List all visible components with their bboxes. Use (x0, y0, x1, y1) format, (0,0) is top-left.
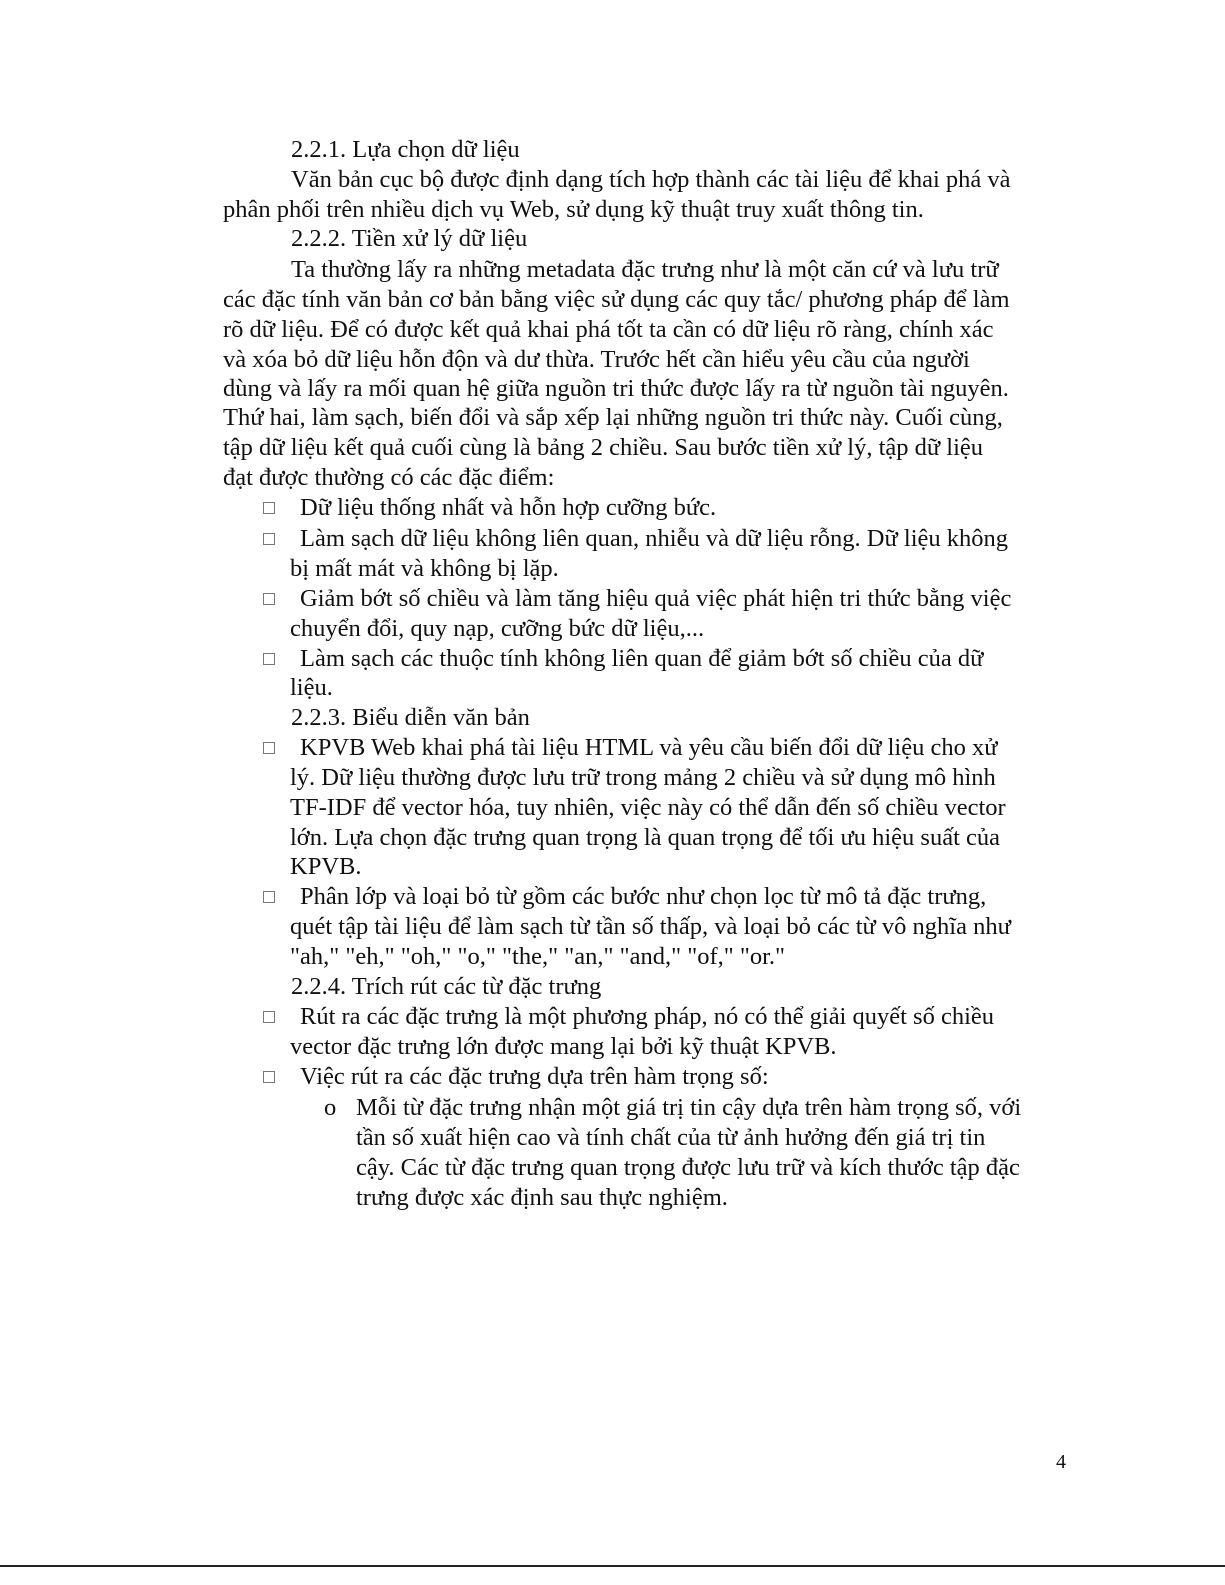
list-item-continuation: KPVB. (290, 853, 362, 880)
list-item: Phân lớp và loại bỏ từ gồm các bước như chọn lọc từ mô tả đặc trưng, (300, 883, 987, 910)
section-heading-2-2-2: 2.2.2. Tiền xử lý dữ liệu (291, 225, 528, 252)
list-item-continuation: chuyển đổi, quy nạp, cưỡng bức dữ liệu,... (290, 615, 705, 642)
page-number: 4 (1056, 1451, 1066, 1473)
paragraph-line: và xóa bỏ dữ liệu hỗn độn và dư thừa. Trước hết cần hiểu yêu cầu của người (223, 346, 970, 373)
paragraph-line: Thứ hai, làm sạch, biến đổi và sắp xếp lại những nguồn tri thức này. Cuối cùng, (223, 404, 1003, 431)
bullet-box-icon (263, 891, 275, 903)
sub-list-item-continuation: trưng được xác định sau thực nghiệm. (356, 1184, 728, 1211)
bullet-box-icon (263, 533, 275, 545)
paragraph-line: dùng và lấy ra mối quan hệ giữa nguồn tri thức được lấy ra từ nguồn tài nguyên. (223, 375, 1009, 402)
bullet-box-icon (263, 502, 275, 514)
bullet-box-icon (263, 1011, 275, 1023)
list-item: KPVB Web khai phá tài liệu HTML và yêu cầu biến đổi dữ liệu cho xử (300, 734, 998, 761)
list-item: Việc rút ra các đặc trưng dựa trên hàm trọng số: (300, 1063, 769, 1090)
paragraph-line: các đặc tính văn bản cơ bản bằng việc sử dụng các quy tắc/ phương pháp để làm (223, 286, 1010, 313)
sub-list-item-continuation: cậy. Các từ đặc trưng quan trọng được lưu trữ và kích thước tập đặc (356, 1154, 1020, 1181)
sub-list-item: Mỗi từ đặc trưng nhận một giá trị tin cậy dựa trên hàm trọng số, với (356, 1094, 1022, 1121)
list-item-continuation: "ah," "eh," "oh," "o," "the," "an," "and," "of," "or." (290, 943, 786, 970)
paragraph-line: tập dữ liệu kết quả cuối cùng là bảng 2 chiều. Sau bước tiền xử lý, tập dữ liệu (223, 434, 984, 461)
bullet-box-icon (263, 1071, 275, 1083)
list-item-continuation: lý. Dữ liệu thường được lưu trữ trong mảng 2 chiều và sử dụng mô hình (290, 764, 996, 791)
section-heading-2-2-3: 2.2.3. Biểu diễn văn bản (291, 704, 530, 731)
list-item: Làm sạch các thuộc tính không liên quan để giảm bớt số chiều của dữ (300, 645, 984, 672)
paragraph-line: phân phối trên nhiều dịch vụ Web, sử dụng kỹ thuật truy xuất thông tin. (223, 196, 924, 223)
list-item-continuation: vector đặc trưng lớn được mang lại bởi kỹ thuật KPVB. (290, 1033, 837, 1060)
list-item-continuation: liệu. (290, 674, 333, 701)
bottom-edge-line (0, 1565, 1225, 1567)
list-item: Dữ liệu thống nhất và hỗn hợp cưỡng bức. (300, 494, 717, 521)
bullet-box-icon (263, 742, 275, 754)
list-item: Làm sạch dữ liệu không liên quan, nhiễu và dữ liệu rỗng. Dữ liệu không (300, 525, 1008, 552)
paragraph-line: đạt được thường có các đặc điểm: (223, 464, 555, 491)
list-item-continuation: TF-IDF để vector hóa, tuy nhiên, việc này có thể dẫn đến số chiều vector (290, 794, 1006, 821)
sub-list-item-continuation: tần số xuất hiện cao và tính chất của từ ảnh hưởng đến giá trị tin (356, 1124, 986, 1151)
paragraph-line: Văn bản cục bộ được định dạng tích hợp thành các tài liệu để khai phá và (291, 166, 1011, 193)
bullet-box-icon (263, 593, 275, 605)
section-heading-2-2-4: 2.2.4. Trích rút các từ đặc trưng (291, 973, 602, 1000)
paragraph-line: rõ dữ liệu. Để có được kết quả khai phá tốt ta cần có dữ liệu rõ ràng, chính xác (223, 316, 994, 343)
list-item-continuation: lớn. Lựa chọn đặc trưng quan trọng là quan trọng để tối ưu hiệu suất của (290, 824, 1001, 851)
list-item-continuation: bị mất mát và không bị lặp. (290, 555, 559, 582)
list-item: Rút ra các đặc trưng là một phương pháp, nó có thể giải quyết số chiều (300, 1003, 995, 1030)
sub-bullet-marker: o (324, 1094, 337, 1121)
bullet-box-icon (263, 653, 275, 665)
paragraph-line: Ta thường lấy ra những metadata đặc trưng như là một căn cứ và lưu trữ (291, 256, 999, 283)
section-heading-2-2-1: 2.2.1. Lựa chọn dữ liệu (291, 136, 520, 163)
list-item-continuation: quét tập tài liệu để làm sạch từ tần số thấp, và loại bỏ các từ vô nghĩa như (290, 913, 1011, 940)
list-item: Giảm bớt số chiều và làm tăng hiệu quả việc phát hiện tri thức bằng việc (300, 585, 1012, 612)
